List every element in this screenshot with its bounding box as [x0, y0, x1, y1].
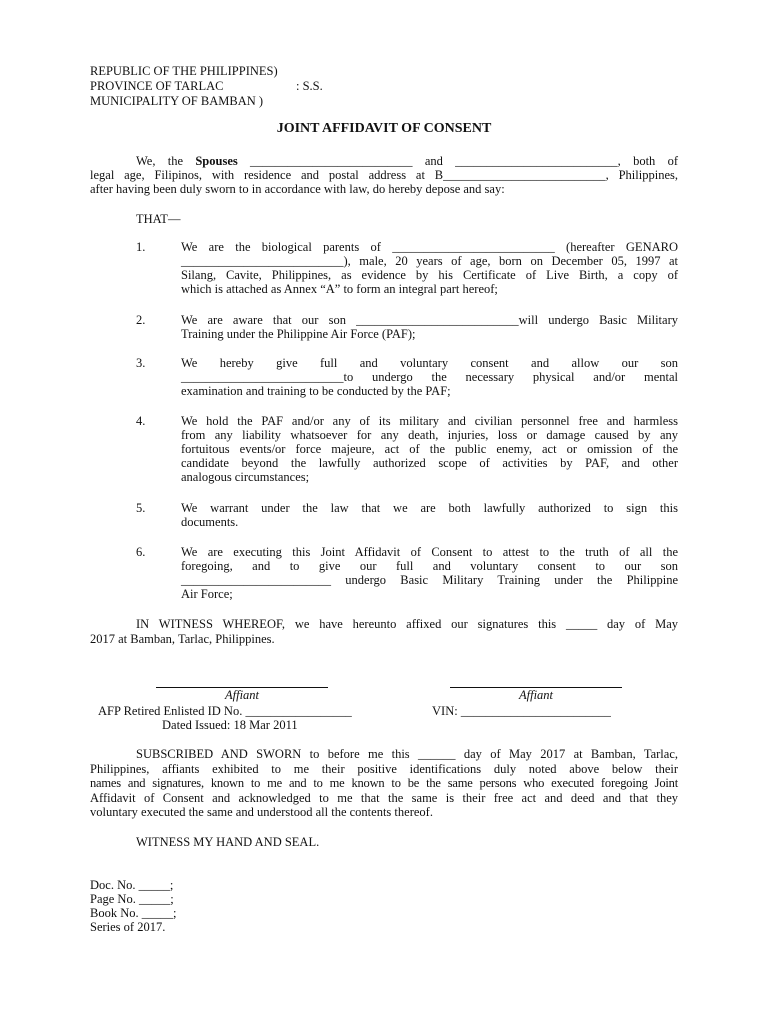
item-line: We are executing this Joint Affidavit of Consent to attest to the truth of all the: [181, 545, 678, 559]
item-number: 2.: [136, 313, 146, 327]
item-line-last: analogous circumstances;: [181, 470, 310, 484]
item-line: We are aware that our son __________________________will undergo Basic Military: [181, 313, 678, 327]
intro-line-2: legal age, Filipinos, with residence and postal address at B__________________________, Philippines,: [90, 168, 678, 182]
jurat-line: SUBSCRIBED AND SWORN to before me this ______ day of May 2017 at Bamban, Tarlac,: [136, 747, 678, 761]
intro-names: __________________________ and __________________________, both of: [250, 154, 679, 168]
header-ss: : S.S.: [296, 79, 323, 93]
afp-id-field: AFP Retired Enlisted ID No. _________________: [98, 704, 352, 718]
header-republic: REPUBLIC OF THE PHILIPPINES): [90, 64, 278, 78]
item-line: __________________________to undergo the necessary physical and/or mental: [181, 370, 678, 384]
item-number: 6.: [136, 545, 146, 559]
intro-line-1: [90, 154, 678, 168]
item-line: __________________________), male, 20 years of age, born on December 05, 1997 at: [181, 254, 678, 268]
doc-no: Doc. No. _____;: [90, 878, 174, 892]
item-line: ________________________ undergo Basic Military Training under the Philippine: [181, 573, 678, 587]
item-line: We are the biological parents of __________________________ (hereafter GENARO: [181, 240, 678, 254]
item-number: 3.: [136, 356, 146, 370]
header-municipality: MUNICIPALITY OF BAMBAN ): [90, 94, 264, 108]
book-no: Book No. _____;: [90, 906, 177, 920]
item-line-last: which is attached as Annex “A” to form an integral part hereof;: [181, 282, 498, 296]
item-number: 1.: [136, 240, 146, 254]
item-line: We hereby give full and voluntary consent and allow our son: [181, 356, 678, 370]
dated-issued: Dated Issued: 18 Mar 2011: [162, 718, 298, 732]
document-title: JOINT AFFIDAVIT OF CONSENT: [276, 121, 492, 136]
page-no: Page No. _____;: [90, 892, 174, 906]
witness-line-1: IN WITNESS WHEREOF, we have hereunto affixed our signatures this _____ day of May: [136, 617, 678, 631]
jurat-line: Philippines, affiants exhibited to me their positive identifications duly noted above below their: [90, 762, 678, 776]
intro-we-the: We, the: [136, 154, 184, 168]
affiant-label-right: Affiant: [518, 688, 554, 702]
item-line: Silang, Cavite, Philippines, as evidence by his Certificate of Live Birth, a copy of: [181, 268, 678, 282]
header-province: PROVINCE OF TARLAC: [90, 79, 224, 93]
item-line: We hold the PAF and/or any of its military and civilian personnel free and harmless: [181, 414, 678, 428]
item-line: from any liability whatsoever for any death, injuries, loss or damage caused by any: [181, 428, 678, 442]
item-line-last: documents.: [181, 515, 239, 529]
item-line: We warrant under the law that we are both lawfully authorized to sign this: [181, 501, 678, 515]
witness-hand-seal: WITNESS MY HAND AND SEAL.: [136, 835, 320, 849]
jurat-line: names and signatures, known to me and to me known to be the same persons who executed foregoing Joint: [90, 776, 678, 790]
jurat-line: Affidavit of Consent and acknowledged to me that the same is their free act and deed and that they: [90, 791, 678, 805]
witness-line-2: 2017 at Bamban, Tarlac, Philippines.: [90, 632, 275, 646]
series: Series of 2017.: [90, 920, 166, 934]
item-line-last: examination and training to be conducted by the PAF;: [181, 384, 451, 398]
item-number: 5.: [136, 501, 146, 515]
that-label: THAT—: [136, 212, 181, 226]
item-line: foregoing, and to give our full and voluntary consent to our son: [181, 559, 678, 573]
affiant-label-left: Affiant: [224, 688, 260, 702]
vin-field: VIN: ________________________: [432, 704, 611, 718]
jurat-line-last: voluntary executed the same and understood all the contents thereof.: [90, 805, 433, 819]
item-number: 4.: [136, 414, 146, 428]
item-line: fortuitous events/or force majeure, act of the public enemy, act or omission of the: [181, 442, 678, 456]
item-line: candidate beyond the lawfully authorized scope of activities by PAF, and other: [181, 456, 678, 470]
item-line-last: Air Force;: [181, 587, 233, 601]
item-line-last: Training under the Philippine Air Force (PAF);: [181, 327, 416, 341]
intro-spouses: Spouses: [195, 154, 238, 168]
intro-line-3: after having been duly sworn to in accordance with law, do hereby depose and say:: [90, 182, 505, 196]
